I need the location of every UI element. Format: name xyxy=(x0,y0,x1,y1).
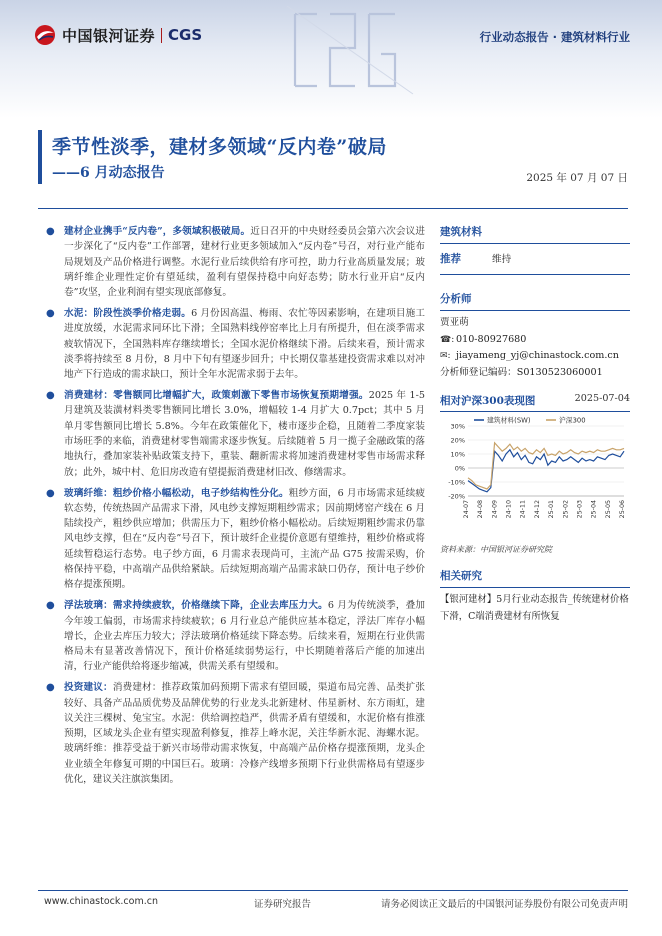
bullet-item xyxy=(44,306,425,382)
chart-date: 2025-07-04 xyxy=(574,393,630,404)
y-tick-label: 30% xyxy=(450,422,465,431)
footer-disclaimer: 请务必阅读正文最后的中国银河证券股份有限公司免责声明 xyxy=(380,899,628,910)
page-subtitle: ——6 月动态报告 xyxy=(52,165,165,181)
x-tick-label: 24-12 xyxy=(533,500,541,519)
legend-label: 沪深300 xyxy=(559,416,586,425)
bullet-heading: 投资建议： xyxy=(64,682,113,694)
x-tick-label: 25-01 xyxy=(548,500,556,519)
email-icon: ✉: xyxy=(440,351,451,361)
analyst-reg xyxy=(440,365,630,382)
bullet-dot-icon: ● xyxy=(46,682,55,694)
sidebar xyxy=(440,224,630,625)
bullet-body: 2025 年 1-5 月建筑及装潢材料类零售额同比增长 3.0%，增幅较 1-4 月扩大 0.7pct；其中 5 月单月零售额同比增长 5.8%。今年在政策催化下，楼市逐步企稳，且随着二季度家装市场旺季的来临，消费建材零售端需求逐步恢复。后续随着 5 月一揽子金融政策的落地执行，叠加家装补贴政策支持下，重装、翻新需求将加速消费建材零售市场需求释放；此外，城中村、危旧房改造有望提振消费建材旧改、修缮需求。 xyxy=(64,390,426,478)
phone-text: 010-80927680 xyxy=(456,333,527,345)
industry-name: 建筑材料 xyxy=(440,224,630,244)
analyst-email[interactable] xyxy=(440,348,630,365)
rating-row xyxy=(440,244,630,275)
x-tick-label: 25-05 xyxy=(604,500,612,519)
analyst-name-text: 贾亚萌 xyxy=(440,317,469,328)
title-accent-bar xyxy=(38,130,42,184)
y-tick-label: 10% xyxy=(450,450,465,459)
legend-label: 建筑材料(SW) xyxy=(487,416,531,425)
chart-header xyxy=(440,393,630,412)
x-tick-label: 24-09 xyxy=(491,500,499,519)
x-tick-label: 25-03 xyxy=(576,500,584,519)
related-link[interactable]: 【银河建材】5月行业动态报告_传统建材价格下滑，C端消费建材有所恢复 xyxy=(440,594,629,622)
bullet-item xyxy=(44,486,425,593)
rating-value: 维持 xyxy=(492,254,512,265)
series-line xyxy=(468,450,624,492)
bullet-heading: 玻璃纤维：粗纱价格小幅松动，电子纱结构性分化。 xyxy=(64,487,289,499)
y-tick-label: 0% xyxy=(454,464,465,473)
bullet-body: 6 月为传统淡季，叠加今年竣工偏弱，市场需求持续疲软；6 月行业总产能供应基本稳定，浮法厂库存小幅增长，企业去库压力较大；浮法玻璃价格延续下降态势。后续来看，短期在行业供需格局未有显著改善情况下，预计价格延续弱势运行，中长期随着落后产能的加速出清，行业产能供给将逐步缩减，供需关系有望缓和。 xyxy=(64,600,426,673)
bullet-heading: 建材企业携手“反内卷”，多领域积极破局。 xyxy=(64,226,251,237)
galaxy-logo-icon xyxy=(34,24,56,46)
bullet-heading: 消费建材：零售额同比增幅扩大，政策刺激下零售市场恢复预期增强。 xyxy=(64,390,369,402)
related-section-title: 相关研究 xyxy=(440,568,630,588)
y-tick-label: -20% xyxy=(448,492,465,501)
bullet-item xyxy=(44,598,425,674)
bullet-heading: 浮法玻璃：需求持续疲软，价格继续下降，企业去库压力大。 xyxy=(64,600,328,612)
bullet-body: 消费建材：推荐政策加码预期下需求有望回暖，渠道布局完善、品类扩张较好、具备产品品质优势及品牌优势的行业龙头北新建材、伟星新材、东方雨虹，建议关注三棵树、兔宝宝。水泥：供给调控趋严，供需矛盾有望缓和，水泥价格有推涨预期，区域龙头企业有望实现盈利修复，推荐上峰水泥，关注华新水泥、海螺水泥。玻璃纤维：推荐受益于新兴市场带动需求恢复，中高端产品价格存提涨预期，龙头企业业绩全年修复可期的中国巨石。玻璃：冷修产线增多预期下行业供需格局有望逐步优化，建议关注旗滨集团。 xyxy=(64,682,426,786)
analyst-section-title: 分析师 xyxy=(440,291,630,311)
bullet-body: 粗纱方面，6 月市场需求延续疲软态势，传统热固产品需求下滑，风电纱支撑短期粗纱需求；因前期烤窑产线在 6 月陆续投产，粗纱供应增加；供需压力下，粗纱价格小幅松动。后续短期粗纱需求仍靠风电纱支撑，但在“反内卷”号召下，预计玻纤企业提价意愿有望维持，粗纱价格或将延续暂稳运行态势。电子纱方面，6 月需求表现尚可，主流产品 G75 按需采购，价格保持平稳，中高端产品供给紧缺。后续短期高端产品需求缺口仍存，预计电子纱价格存提涨预期。 xyxy=(64,487,426,591)
analyst-phone xyxy=(440,332,630,349)
bullet-body: 6 月份因高温、梅雨、农忙等因素影响，在建项目施工进度放缓，水泥需求同环比下滑；全国熟料线停窑率比上月有所提升，但在淡季需求疲软情况下，全国熟料库存继续增长；全国水泥价格继续下滑。后续来看，预计需求淡季将持续至 8 月份，8 月中下旬有望逐步回升；中长期仅靠基建投资需求难以对冲地产下行造成的需求缺口，预计全年水泥需求弱于去年。 xyxy=(64,308,426,381)
bullet-dot-icon: ● xyxy=(46,390,55,402)
page-title: 季节性淡季，建材多领域“反内卷”破局 xyxy=(52,136,387,158)
email-text[interactable]: jiayameng_yj@chinastock.com.cn xyxy=(456,350,619,361)
x-tick-label: 25-02 xyxy=(562,500,570,519)
x-tick-label: 24-07 xyxy=(463,500,470,519)
x-tick-label: 25-04 xyxy=(590,500,598,519)
footer-website[interactable]: www.chinastock.com.cn xyxy=(44,896,158,907)
bullet-heading: 水泥：阶段性淡季价格走弱。 xyxy=(64,308,192,320)
x-tick-label: 24-10 xyxy=(505,500,513,519)
report-date: 2025 年 07 月 07 日 xyxy=(526,172,628,184)
analyst-name xyxy=(440,315,630,332)
header-decoration-icon xyxy=(285,4,415,96)
footer-center: 证券研究报告 xyxy=(254,899,312,910)
footer-divider xyxy=(38,890,628,891)
x-tick-label: 24-11 xyxy=(519,500,527,519)
bullet-body: 近日召开的中央财经委员会第六次会议进一步深化了“反内卷”工作部署，建材行业更多领域加入“反内卷”号召，对行业产能布局规划及产品价格进行调整。水泥行业后续供给有序可控，助力行业高质量发展；玻璃纤维企业理性定价有望延续，盈利有望保持稳中向好态势；防水行业开启“反内卷”攻坚，企业利润有望实现底部修复。 xyxy=(64,226,425,299)
bullet-item xyxy=(44,680,425,787)
bullet-item xyxy=(44,224,425,300)
x-tick-label: 25-06 xyxy=(619,500,626,519)
bullet-dot-icon: ● xyxy=(46,226,55,237)
bullet-dot-icon: ● xyxy=(46,600,55,612)
chart-source: 资料来源：中国银河证券研究院 xyxy=(440,545,552,554)
bullet-dot-icon: ● xyxy=(46,487,55,499)
phone-icon: ☎: xyxy=(440,334,455,345)
x-tick-label: 24-08 xyxy=(477,500,485,519)
brand-logo xyxy=(34,24,202,46)
main-content xyxy=(44,224,425,793)
y-tick-label: -10% xyxy=(448,478,465,487)
bullet-item xyxy=(44,388,425,480)
performance-chart xyxy=(440,412,630,540)
brand-divider xyxy=(161,28,162,43)
brand-abbrev: CGS xyxy=(168,26,203,44)
bullet-dot-icon: ● xyxy=(46,308,55,320)
y-tick-label: 20% xyxy=(450,436,465,445)
reg-text: 分析师登记编码：S0130523060001 xyxy=(440,366,603,378)
rating-label: 推荐 xyxy=(440,253,461,265)
brand-name: 中国银河证券 xyxy=(62,26,156,45)
report-type-label: 行业动态报告 · 建筑材料行业 xyxy=(479,30,630,44)
chart-title: 相对沪深300表现图 xyxy=(440,395,536,407)
title-divider xyxy=(38,208,628,209)
